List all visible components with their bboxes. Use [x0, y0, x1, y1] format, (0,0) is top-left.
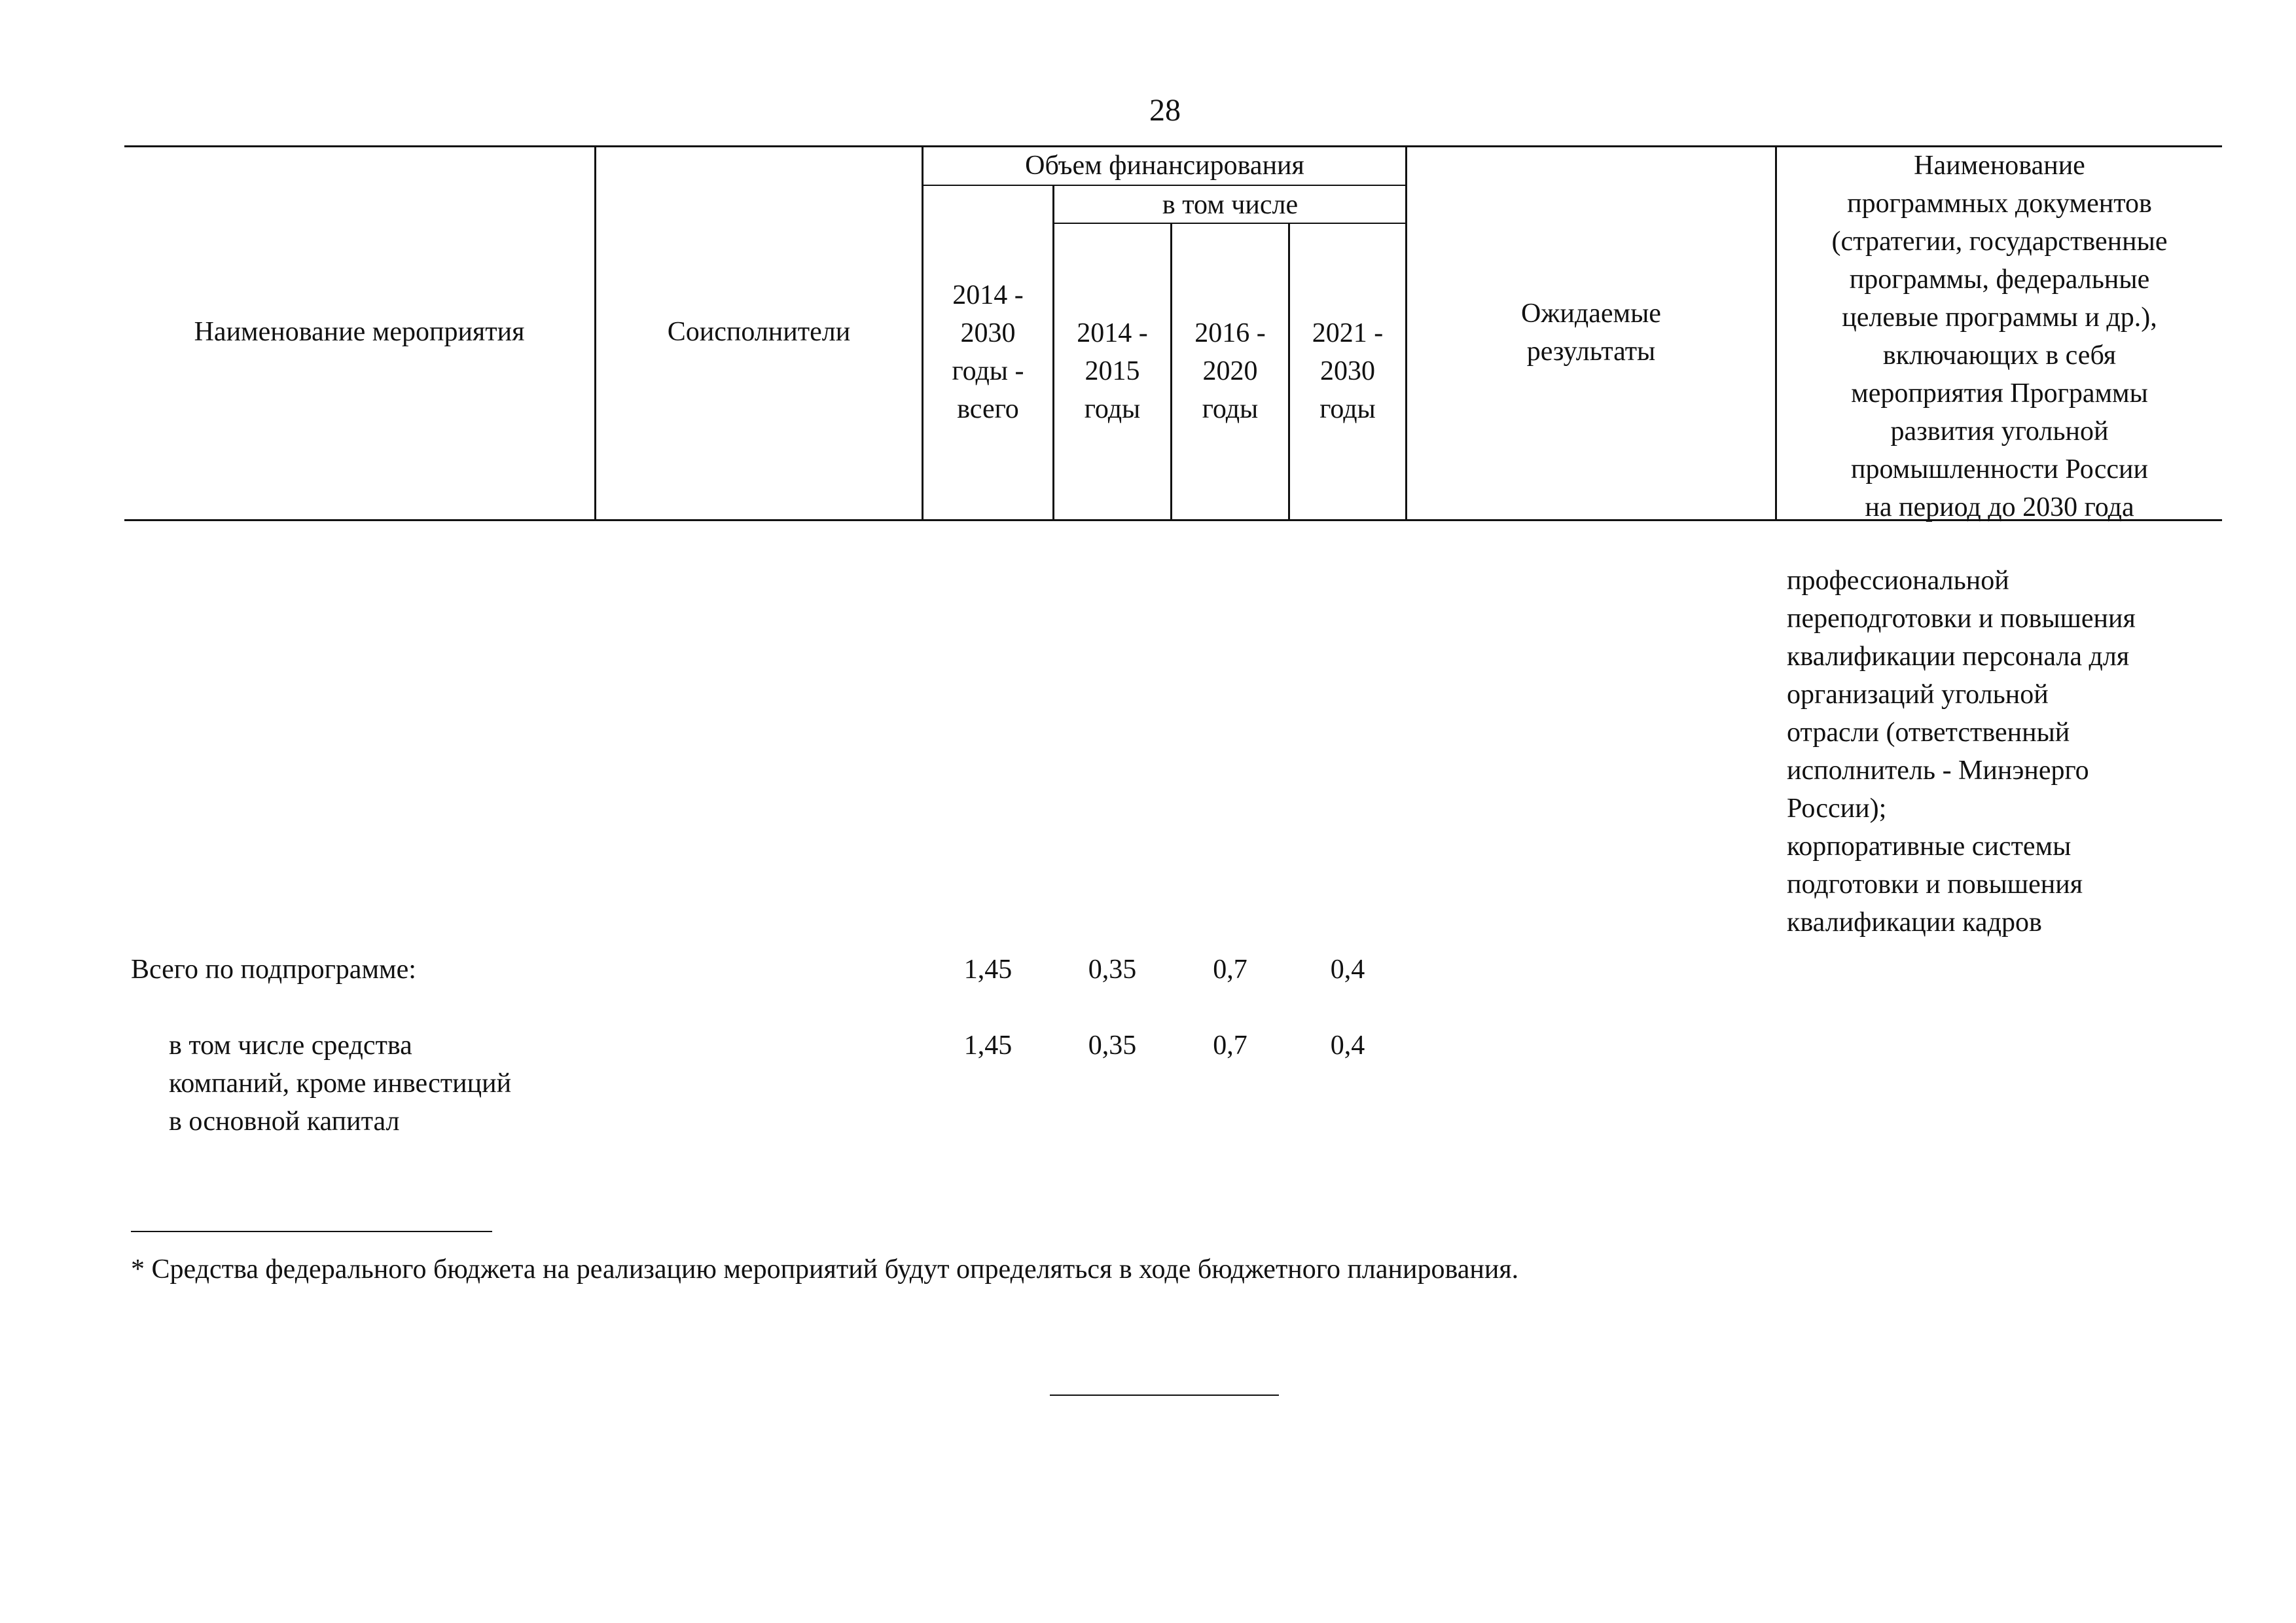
cell-total: 1,45	[963, 955, 1013, 985]
cell-2014-2015: 0,35	[1088, 1030, 1137, 1061]
header-program-documents: Наименование программных документов (стратегии, государственные программы, федеральные целевые программы и др.), включающих в себя мероприятия Программы развития угольной промышленности России на период до 2030 года	[1831, 151, 2168, 522]
cell-2021-2030: 0,4	[1330, 1030, 1365, 1061]
header-coexecutors: Соисполнители	[667, 317, 851, 347]
header-total-2014-2030: 2014 - 2030 годы - всего	[952, 280, 1024, 424]
page-number: 28	[1149, 93, 1181, 128]
cell-total: 1,45	[963, 1030, 1013, 1061]
header-period-2016-2020: 2016 - 2020 годы	[1194, 318, 1266, 424]
footnote: * Средства федерального бюджета на реализацию мероприятий будут определяться в ходе бюджетного планирования.	[131, 1254, 1519, 1285]
cell-2014-2015: 0,35	[1088, 955, 1137, 985]
header-including: в том числе	[1162, 190, 1299, 220]
header-name: Наименование мероприятия	[194, 317, 525, 347]
row-label: в том числе средства компаний, кроме инвестиций в основной капитал	[169, 1030, 512, 1137]
cell-2016-2020: 0,7	[1213, 1030, 1247, 1061]
documents-continuation: профессиональной переподготовки и повышения квалификации персонала для организаций угольной отрасли (ответственный исполнитель - Минэнерго России); корпоративные системы подготовки и повышения квалификации кадров	[1787, 566, 2136, 938]
end-rule	[1050, 1395, 1279, 1396]
row-label: Всего по подпрограмме:	[131, 955, 416, 985]
header-period-2014-2015: 2014 - 2015 годы	[1077, 318, 1148, 424]
header-funding-volume: Объем финансирования	[1025, 151, 1304, 181]
cell-2016-2020: 0,7	[1213, 955, 1247, 985]
footnote-separator	[131, 1231, 492, 1232]
cell-2021-2030: 0,4	[1330, 955, 1365, 985]
header-expected-results: Ожидаемые результаты	[1521, 299, 1661, 367]
header-period-2021-2030: 2021 - 2030 годы	[1312, 318, 1384, 424]
